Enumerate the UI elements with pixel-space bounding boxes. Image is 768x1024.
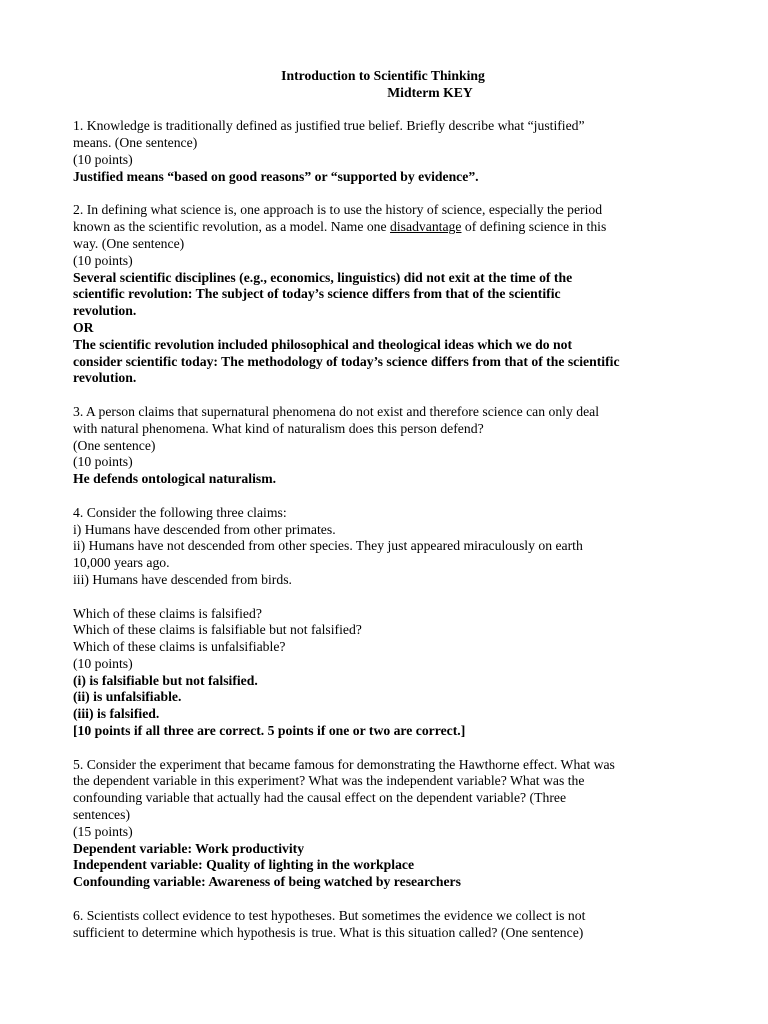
question-1 xyxy=(73,118,728,185)
question-4-claim: i) Humans have descended from other primates. xyxy=(73,521,336,537)
question-5-prompt-line: sentences) xyxy=(73,807,131,823)
question-2-prompt-line: way. (One sentence) xyxy=(73,235,185,251)
spacer xyxy=(73,387,728,404)
question-2-points: (10 points) xyxy=(73,252,133,268)
question-4-answer-line: (iii) is falsified. xyxy=(73,706,160,722)
question-3-prompt-line: (One sentence) xyxy=(73,437,156,453)
question-4-claim: 10,000 years ago. xyxy=(73,555,170,571)
question-2-answer-line: Several scientific disciplines (e.g., economics, linguistics) did not exit at the time of the xyxy=(73,269,573,285)
question-2-answer-line: The scientific revolution included philosophical and theological ideas which we do not xyxy=(73,336,573,352)
title-line-1: Introduction to Scientific Thinking xyxy=(281,68,485,83)
question-2-answer-line: scientific revolution: The subject of today’s science differs from that of the scientific xyxy=(73,286,561,302)
question-5-prompt-line: the dependent variable in this experiment? What was the independent variable? What was the xyxy=(73,773,585,789)
spacer xyxy=(73,186,728,203)
question-2-prompt-line: 2. In defining what science is, one approach is to use the history of science, especially the period xyxy=(73,202,603,218)
question-4 xyxy=(73,505,728,740)
spacer xyxy=(73,891,728,908)
question-1-points: (10 points) xyxy=(73,151,133,167)
question-3-prompt-line: 3. A person claims that supernatural phenomena do not exist and therefore science can only deal xyxy=(73,403,600,419)
question-3-answer: He defends ontological naturalism. xyxy=(73,471,277,487)
question-5-answer-line: Independent variable: Quality of lighting in the workplace xyxy=(73,857,415,873)
document-title xyxy=(73,68,693,102)
question-1-prompt-line: 1. Knowledge is traditionally defined as justified true belief. Briefly describe what “justified” xyxy=(73,118,585,134)
question-4-answer-line: (ii) is unfalsifiable. xyxy=(73,689,182,705)
title-line-2: Midterm KEY xyxy=(387,84,473,100)
question-4-subquestion: Which of these claims is unfalsifiable? xyxy=(73,639,286,655)
question-2-answer-line: consider scientific today: The methodology of today’s science differs from that of the scientific xyxy=(73,353,620,369)
question-5-answer-line: Dependent variable: Work productivity xyxy=(73,840,305,856)
question-5 xyxy=(73,757,728,891)
question-1-answer: Justified means “based on good reasons” or “supported by evidence”. xyxy=(73,168,479,184)
spacer xyxy=(73,488,728,505)
question-6 xyxy=(73,908,728,942)
question-2-answer-line: revolution. xyxy=(73,370,137,386)
question-3-prompt-line: with natural phenomena. What kind of naturalism does this person defend? xyxy=(73,420,484,436)
question-5-prompt-line: confounding variable that actually had the causal effect on the dependent variable? (Three xyxy=(73,790,567,806)
question-5-points: (15 points) xyxy=(73,823,133,839)
question-2-prompt-text: of defining science in this xyxy=(461,219,607,235)
question-2-answer-or: OR xyxy=(73,319,94,335)
question-3 xyxy=(73,404,728,488)
question-2-prompt-line xyxy=(73,219,728,236)
question-4-subquestion: Which of these claims is falsified? xyxy=(73,605,262,621)
question-4-answer-line: (i) is falsifiable but not falsified. xyxy=(73,672,258,688)
question-4-claim: ii) Humans have not descended from other species. They just appeared miraculously on earth xyxy=(73,538,583,554)
question-4-grading-note: [10 points if all three are correct. 5 points if one or two are correct.] xyxy=(73,723,466,739)
question-5-prompt-line: 5. Consider the experiment that became famous for demonstrating the Hawthorne effect. What was xyxy=(73,756,615,772)
question-3-points: (10 points) xyxy=(73,454,133,470)
question-2 xyxy=(73,202,728,387)
question-4-claim: iii) Humans have descended from birds. xyxy=(73,571,292,587)
question-1-prompt-line: means. (One sentence) xyxy=(73,135,198,151)
question-2-answer-line: revolution. xyxy=(73,303,137,319)
question-6-prompt-line: sufficient to determine which hypothesis is true. What is this situation called? (One sentence) xyxy=(73,924,584,940)
question-4-points: (10 points) xyxy=(73,655,133,671)
underlined-word: disadvantage xyxy=(390,219,462,235)
spacer xyxy=(73,102,728,119)
spacer xyxy=(73,589,728,606)
question-2-prompt-text: known as the scientific revolution, as a model. Name one xyxy=(73,219,391,235)
question-6-prompt-line: 6. Scientists collect evidence to test hypotheses. But sometimes the evidence we collect is not xyxy=(73,907,586,923)
spacer xyxy=(73,740,728,757)
question-4-subquestion: Which of these claims is falsifiable but not falsified? xyxy=(73,622,362,638)
question-4-prompt-line: 4. Consider the following three claims: xyxy=(73,504,287,520)
question-5-answer-line: Confounding variable: Awareness of being watched by researchers xyxy=(73,874,461,890)
